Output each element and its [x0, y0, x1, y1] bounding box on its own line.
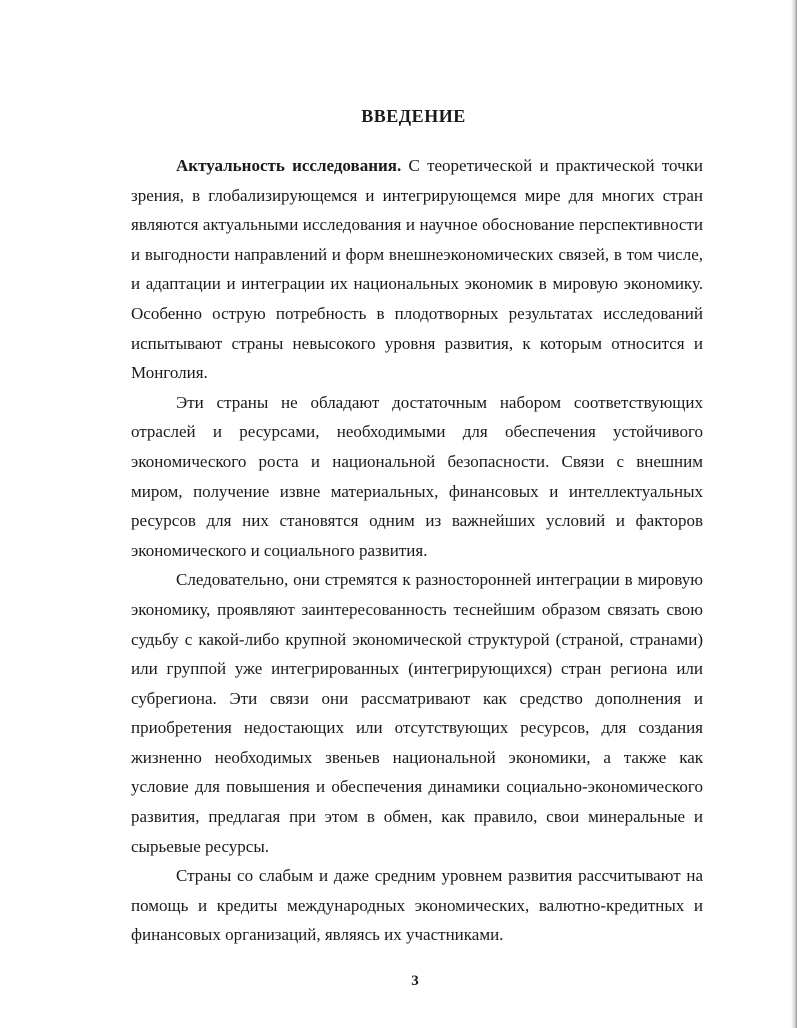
paragraph-relevance [131, 151, 703, 388]
paragraph-text: С теоретической и практической точки зрения, в глобализирующемся и интегрирующемся мире для многих стран являются актуальными исследования и научное обоснование перспективности и выгодности направлений и форм внешнеэкономических связей, в том числе, и адаптации и интеграции их национальных экономик в мировую экономику. Особенно острую потребность в плодотворных результатах исследований испытывают страны невысокого уровня развития, к которым относится и Монголия. [131, 156, 703, 383]
paragraph-credits: Страны со слабым и даже средним уровнем развития рассчитывают на помощь и кредиты международных экономических, валютно-кредитных и финансовых организаций, являясь их участниками. [131, 866, 703, 945]
paragraph-integration: Следовательно, они стремятся к разносторонней интеграции в мировую экономику, проявляют заинтересованность теснейшим образом связать свою судьбу с какой-либо крупной экономической структурой (страной, странами) или группой уже интегрированных (интегрирующихся) стран региона или субрегиона. Эти связи они рассматривают как средство дополнения и приобретения недостающих или отсутствующих ресурсов, для создания жизненно необходимых звеньев национальной экономики, а также как условие для повышения и обеспечения динамики социально-экономического развития, предлагая при этом в обмен, как правило, свои минеральные и сырьевые ресурсы. [131, 570, 703, 856]
scan-edge-shadow [791, 0, 797, 1028]
section-heading: ВВЕДЕНИЕ [361, 106, 466, 126]
body-text [131, 151, 703, 950]
page-number: 3 [411, 973, 419, 989]
paragraph-resources: Эти страны не обладают достаточным набором соответствующих отраслей и ресурсами, необходимыми для обеспечения устойчивого экономического роста и национальной безопасности. Связи с внешним миром, получение извне материальных, финансовых и интеллектуальных ресурсов для них становятся одним из важнейших условий и факторов экономического и социального развития. [131, 392, 703, 560]
paragraph-lead: Актуальность исследования. [176, 156, 402, 175]
